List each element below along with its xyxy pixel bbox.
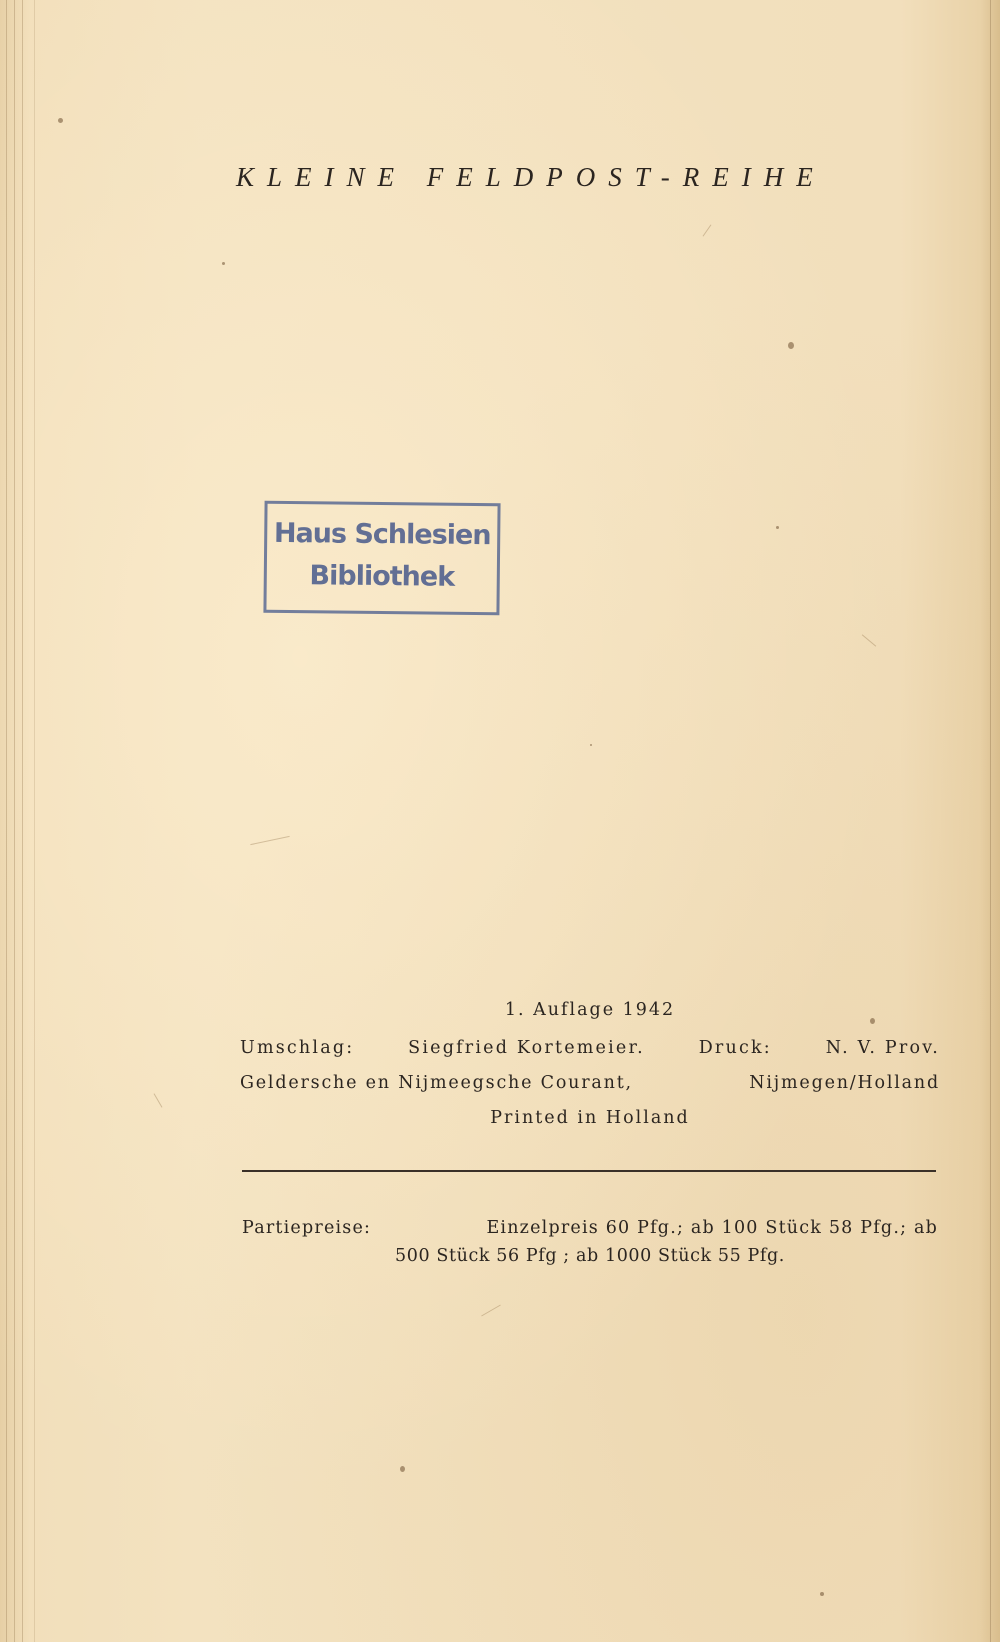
page-edge-line (34, 0, 35, 1642)
paper-fiber (154, 1093, 163, 1107)
printed-in-line: Printed in Holland (490, 1108, 690, 1128)
paper-speck (590, 744, 592, 746)
page-edge-line (22, 0, 23, 1642)
paper-speck (776, 526, 779, 529)
page-edge-line (14, 0, 15, 1642)
paper-speck (222, 262, 225, 265)
printer-location: Nijmegen/Holland (749, 1073, 940, 1093)
printer-name: Geldersche en Nijmeegsche Courant, (240, 1073, 633, 1093)
printer-line (240, 1073, 940, 1093)
printer-label: Druck: (698, 1038, 772, 1058)
paper-speck (400, 1466, 405, 1472)
printer-name-start: N. V. Prov. (825, 1038, 940, 1058)
cover-printer-line (240, 1038, 940, 1058)
paper-speck (820, 1592, 824, 1596)
edition-line: 1. Auflage 1942 (504, 1000, 676, 1020)
paper-fiber (250, 836, 289, 845)
paper-speck (788, 342, 794, 349)
cover-designer: Siegfried Kortemeier. (408, 1038, 645, 1058)
paper-speck (58, 118, 63, 123)
series-title: KLEINE FELDPOST-REIHE (236, 162, 826, 192)
prices-text-1: Einzelpreis 60 Pfg.; ab 100 Stück 58 Pfg.; ab (486, 1218, 938, 1238)
stamp-line-1: Haus Schlesien (273, 517, 491, 552)
prices-line-2: 500 Stück 56 Pfg ; ab 1000 Stück 55 Pfg. (395, 1246, 785, 1266)
cover-label: Umschlag: (240, 1038, 355, 1058)
library-stamp (263, 501, 500, 615)
paper-fiber (481, 1305, 501, 1317)
page-edge-line (6, 0, 7, 1642)
page-edge-line (990, 0, 991, 1642)
paper-fiber (862, 634, 876, 646)
divider-rule (242, 1170, 936, 1172)
prices-label: Partiepreise: (242, 1218, 372, 1238)
stamp-line-2: Bibliothek (309, 560, 455, 593)
paper-fiber (703, 224, 712, 236)
prices-line-1 (242, 1218, 938, 1238)
